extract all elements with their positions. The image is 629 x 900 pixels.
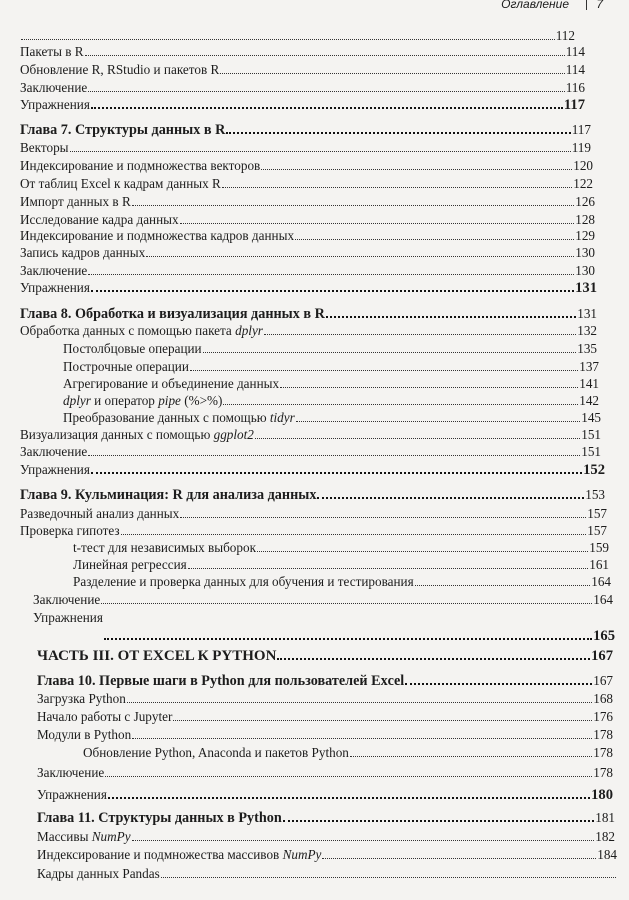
toc-page: 130 <box>575 263 595 278</box>
toc-chapter-10[interactable]: Глава 10. Первые шаги в Python для пользователей Excel 167 <box>37 673 613 689</box>
toc-entry[interactable]: Проверка гипотез 157 <box>20 523 607 538</box>
toc-page: 167 <box>593 673 613 688</box>
toc-page: 112 <box>555 28 575 43</box>
toc-entry[interactable]: От таблиц Excel к кадрам данных R 122 <box>20 176 593 191</box>
toc-page: 151 <box>581 444 601 459</box>
toc-entry[interactable]: Кадры данных Pandas <box>37 866 617 882</box>
toc-page: 178 <box>593 727 613 742</box>
toc-page: 178 <box>593 745 613 760</box>
toc-entry[interactable]: dplyr и оператор pipe (%>%) 142 <box>63 393 599 408</box>
toc-entry[interactable]: Построчные операции 137 <box>63 359 599 374</box>
toc-entry[interactable]: Преобразование данных с помощью tidyr 145 <box>63 410 601 425</box>
toc-page: 181 <box>595 810 615 825</box>
toc-entry[interactable]: Постолбцовые операции 135 <box>63 341 597 356</box>
toc-page: 137 <box>579 359 599 374</box>
toc-page: 132 <box>577 323 597 338</box>
toc-page: 131 <box>575 280 597 296</box>
toc-entry[interactable]: Заключение 130 <box>20 263 595 278</box>
toc-entry[interactable]: Заключение 164 <box>33 592 613 607</box>
toc-page: 178 <box>593 765 613 780</box>
toc-page: 184 <box>597 847 617 862</box>
toc-entry[interactable]: Упражнения 180 <box>37 787 613 803</box>
toc-entry[interactable]: Разделение и проверка данных для обучения и тестирования 164 <box>73 574 611 589</box>
toc-entry[interactable]: Заключение 116 <box>20 80 585 95</box>
toc-entry[interactable]: Заключение 151 <box>20 444 601 459</box>
toc-entry[interactable]: Обновление Python, Anaconda и пакетов Python 178 <box>83 745 613 760</box>
toc-page: 116 <box>565 80 585 95</box>
toc-page: 176 <box>593 709 613 724</box>
toc-page: 157 <box>587 506 607 521</box>
toc-entry[interactable]: Пакеты в R 114 <box>20 44 585 59</box>
toc-chapter-9[interactable]: Глава 9. Кульминация: R для анализа данных 153 <box>20 487 605 503</box>
toc-page: 117 <box>563 97 585 113</box>
toc-page: 168 <box>593 691 613 706</box>
toc-entry[interactable]: Массивы NumPy 182 <box>37 829 615 844</box>
toc-page: 153 <box>585 487 605 502</box>
toc-page: 117 <box>571 122 591 137</box>
toc-entry[interactable]: Обновление R, RStudio и пакетов R 114 <box>20 62 585 77</box>
toc-entry[interactable]: Индексирование и подмножества кадров данных 129 <box>20 228 595 243</box>
toc-page: 180 <box>591 787 613 803</box>
toc-page: 145 <box>581 410 601 425</box>
header-page-number: 7 <box>596 0 603 11</box>
toc-page: 182 <box>595 829 615 844</box>
toc-entry[interactable]: Импорт данных в R 126 <box>20 194 595 209</box>
toc-page: 135 <box>577 341 597 356</box>
toc-entry[interactable]: Упражнения 152 <box>20 462 605 478</box>
toc-entry[interactable]: Исследование кадра данных 128 <box>20 212 595 227</box>
toc-entry[interactable]: Загрузка Python 168 <box>37 691 613 706</box>
header-title: Оглавление <box>501 0 569 11</box>
toc-page: 161 <box>589 557 609 572</box>
toc-entry[interactable]: Начало работы с Jupyter 176 <box>37 709 613 724</box>
toc-entry[interactable]: Индексирование и подмножества массивов NumPy 184 <box>37 847 617 862</box>
toc-page: 165 <box>593 628 615 644</box>
toc-entry[interactable]: Запись кадров данных 130 <box>20 245 595 260</box>
toc-page: 130 <box>575 245 595 260</box>
toc-page: 151 <box>581 427 601 442</box>
toc-entry[interactable]: Агрегирование и объединение данных 141 <box>63 376 599 391</box>
toc-page: 129 <box>575 228 595 243</box>
toc-entry[interactable]: Векторы 119 <box>20 140 591 155</box>
toc-entry[interactable]: Визуализация данных с помощью ggplot2 151 <box>20 427 601 442</box>
toc-page: 126 <box>575 194 595 209</box>
toc-entry[interactable]: Упражнения 131 <box>20 280 597 296</box>
toc-entry[interactable]: Разведочный анализ данных 157 <box>20 506 607 521</box>
toc-part-3[interactable]: ЧАСТЬ III. ОТ EXCEL К PYTHON 167 <box>37 648 613 664</box>
toc-page: 120 <box>573 158 593 173</box>
toc-entry[interactable]: Модули в Python 178 <box>37 727 613 742</box>
toc-page: 142 <box>579 393 599 408</box>
toc-page: 164 <box>593 592 613 607</box>
toc-page: 122 <box>573 176 593 191</box>
toc-page: 167 <box>591 648 613 664</box>
toc-chapter-11[interactable]: Глава 11. Структуры данных в Python 181 <box>37 810 615 826</box>
toc-chapter-7[interactable]: Глава 7. Структуры данных в R 117 <box>20 122 591 138</box>
toc-page: 152 <box>583 462 605 478</box>
toc-page: 159 <box>589 540 609 555</box>
toc-entry[interactable]: Упражнения 117 <box>20 97 585 113</box>
toc-chapter-8[interactable]: Глава 8. Обработка и визуализация данных в R 131 <box>20 306 597 322</box>
toc-entry[interactable]: Линейная регрессия 161 <box>73 557 609 572</box>
toc-entry[interactable] <box>20 28 575 44</box>
toc-page: 128 <box>575 212 595 227</box>
toc-entry[interactable]: Индексирование и подмножества векторов 120 <box>20 158 593 173</box>
toc-page: 119 <box>571 140 591 155</box>
toc-entry[interactable]: Упражнения 165 <box>33 610 615 644</box>
toc-entry[interactable]: Обработка данных с помощью пакета dplyr 132 <box>20 323 597 338</box>
toc-entry[interactable]: Заключение 178 <box>37 765 613 780</box>
toc-page: 141 <box>579 376 599 391</box>
toc-page: 164 <box>591 574 611 589</box>
toc-page: 157 <box>587 523 607 538</box>
toc-page: 114 <box>565 62 585 77</box>
toc-entry[interactable]: t-тест для независимых выборок 159 <box>73 540 609 555</box>
toc-page: 114 <box>565 44 585 59</box>
toc-page: 131 <box>577 306 597 321</box>
